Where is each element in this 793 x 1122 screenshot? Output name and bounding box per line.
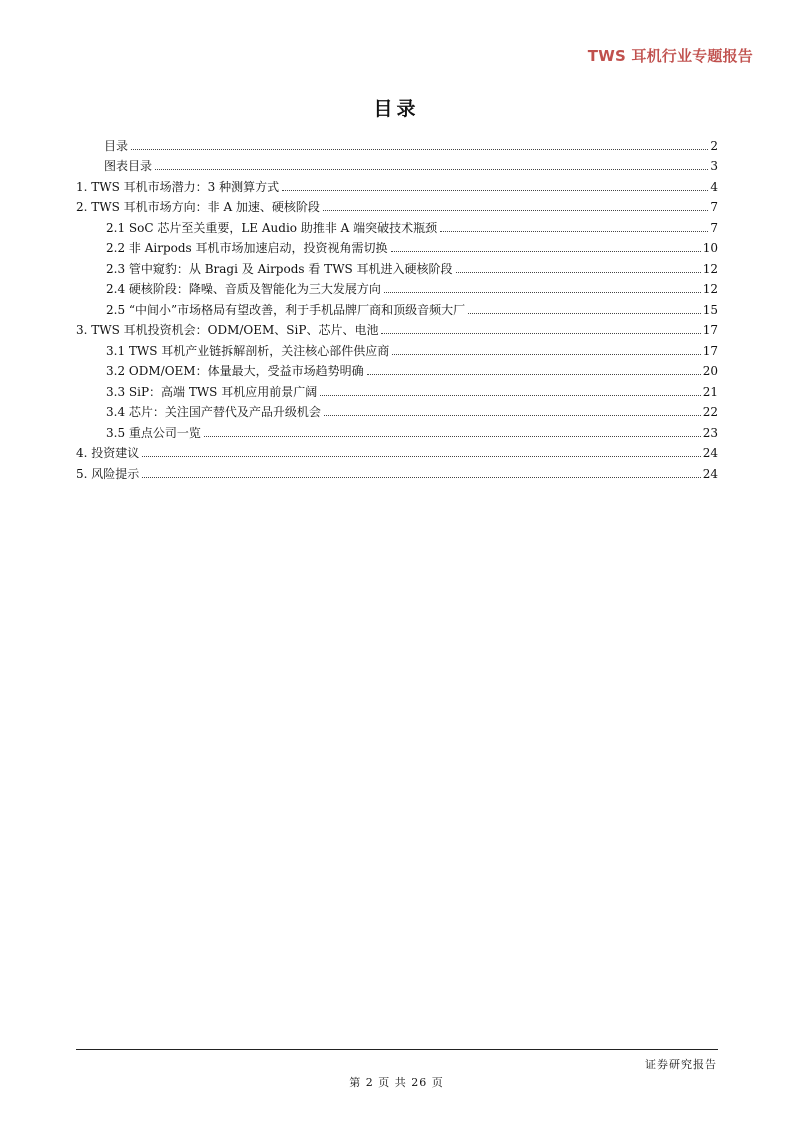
toc-entry-title: 2. TWS 耳机市场方向：非 A 加速、硬核阶段 xyxy=(76,200,320,214)
toc-entry[interactable] xyxy=(76,358,718,379)
toc-dot-leader xyxy=(282,189,708,191)
toc-entry-title: 5. 风险提示 xyxy=(76,466,140,481)
toc-dot-leader xyxy=(323,209,708,211)
toc-entry-page: 12 xyxy=(702,282,718,296)
toc-entry-page: 15 xyxy=(702,302,718,317)
toc-entry[interactable] xyxy=(76,296,718,317)
toc-dot-leader xyxy=(324,414,701,416)
toc-entry-page: 17 xyxy=(702,323,718,337)
toc-dot-leader xyxy=(440,230,708,232)
toc-entry-title: 2.5 “中间小”市场格局有望改善，利于手机品牌厂商和顶级音频大厂 xyxy=(106,302,466,317)
toc-entry-title: 2.4 硬核阶段：降噪、音质及智能化为三大发展方向 xyxy=(106,282,381,296)
toc-entry-page: 2 xyxy=(710,138,718,153)
toc-entry-page: 3 xyxy=(710,159,718,173)
toc-entry-page: 4 xyxy=(710,179,718,194)
toc-entry-page: 10 xyxy=(702,241,718,255)
toc-entry[interactable] xyxy=(76,419,718,440)
toc-dot-leader xyxy=(142,476,700,478)
toc-entry-title: 2.2 非 Airpods 耳机市场加速启动，投资视角需切换 xyxy=(106,241,388,255)
toc-entry[interactable] xyxy=(76,153,718,174)
toc-entry-title: 1. TWS 耳机市场潜力：3 种测算方式 xyxy=(76,179,280,194)
toc-dot-leader xyxy=(391,250,701,252)
toc-dot-leader xyxy=(142,455,700,457)
toc-entry[interactable] xyxy=(76,378,718,399)
footer-divider xyxy=(76,1049,718,1050)
toc-entry-title: 2.1 SoC 芯片至关重要，LE Audio 助推非 A 端突破技术瓶颈 xyxy=(106,220,438,235)
toc-entry-page: 23 xyxy=(702,425,718,440)
toc-entry[interactable] xyxy=(76,173,718,194)
toc-entry[interactable] xyxy=(76,255,718,276)
toc-entry-title: 2.3 管中窥豹：从 Bragi 及 Airpods 看 TWS 耳机进入硬核阶段 xyxy=(106,261,453,276)
footer-label: 证券研究报告 xyxy=(645,1058,717,1071)
toc-entry-page: 24 xyxy=(702,446,718,460)
toc-entry-title: 3.5 重点公司一览 xyxy=(106,425,201,440)
toc-entry[interactable] xyxy=(76,276,718,297)
toc-dot-leader xyxy=(392,353,700,355)
toc-entry[interactable] xyxy=(76,440,718,461)
toc-entry-page: 17 xyxy=(702,343,718,358)
toc-entry-page: 7 xyxy=(710,220,718,235)
toc-entry-page: 22 xyxy=(702,405,718,419)
toc-entry[interactable] xyxy=(76,235,718,256)
toc-entry-page: 20 xyxy=(702,364,718,378)
toc-dot-leader xyxy=(131,148,708,150)
toc-entry-title: 3.4 芯片：关注国产替代及产品升级机会 xyxy=(106,405,321,419)
toc-dot-leader xyxy=(204,435,701,437)
toc-dot-leader xyxy=(468,312,701,314)
toc-dot-leader xyxy=(381,332,700,334)
footer-page-number: 第 2 页 共 26 页 xyxy=(349,1076,444,1089)
toc-entry-page: 12 xyxy=(702,261,718,276)
table-of-contents xyxy=(76,132,718,481)
toc-entry-page: 24 xyxy=(702,466,718,481)
toc-entry[interactable] xyxy=(76,214,718,235)
toc-dot-leader xyxy=(155,168,708,170)
toc-entry[interactable] xyxy=(76,317,718,338)
toc-entry[interactable] xyxy=(76,132,718,153)
toc-dot-leader xyxy=(367,373,701,375)
toc-entry[interactable] xyxy=(76,194,718,215)
toc-entry-page: 7 xyxy=(710,200,718,214)
toc-entry-title: 4. 投资建议 xyxy=(76,446,140,460)
toc-dot-leader xyxy=(320,394,700,396)
toc-entry-title: 3. TWS 耳机投资机会：ODM/OEM、SiP、芯片、电池 xyxy=(76,323,379,337)
toc-entry[interactable] xyxy=(76,337,718,358)
toc-entry-title: 图表目录 xyxy=(104,159,153,173)
toc-entry[interactable] xyxy=(76,460,718,481)
toc-entry[interactable] xyxy=(76,399,718,420)
toc-entry-title: 3.2 ODM/OEM：体量最大，受益市场趋势明确 xyxy=(106,364,364,378)
toc-entry-title: 3.1 TWS 耳机产业链拆解剖析，关注核心部件供应商 xyxy=(106,343,390,358)
report-header-title: TWS 耳机行业专题报告 xyxy=(587,47,753,65)
toc-entry-title: 3.3 SiP：高端 TWS 耳机应用前景广阔 xyxy=(106,384,318,399)
page-title: 目录 xyxy=(373,98,420,120)
toc-dot-leader xyxy=(456,271,701,273)
toc-dot-leader xyxy=(384,291,701,293)
toc-entry-title: 目录 xyxy=(104,138,129,153)
toc-entry-page: 21 xyxy=(702,384,718,399)
